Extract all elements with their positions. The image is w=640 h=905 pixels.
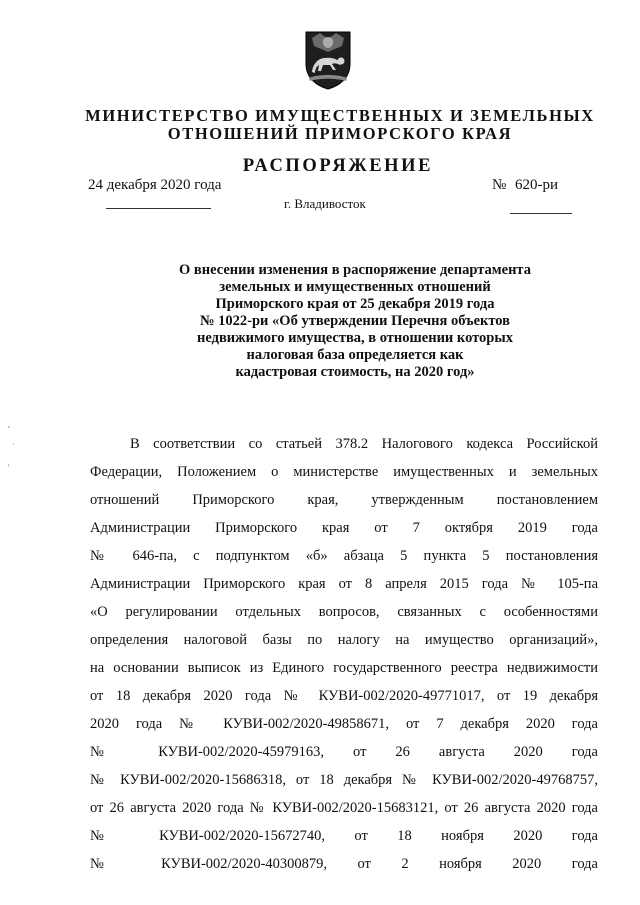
ministry-name-line1: МИНИСТЕРСТВО ИМУЩЕСТВЕННЫХ И ЗЕМЕЛЬНЫХ [85,106,595,125]
title-line: О внесении изменения в распоряжение департамента [179,262,531,278]
body-line: «О регулировании отдельных вопросов, связанных с особенностями [90,604,598,620]
margin-mark: ' [8,463,10,472]
number-underline [510,213,572,214]
title-line: Приморского края от 25 декабря 2019 года [215,296,495,312]
margin-mark: , [8,420,10,429]
document-type: РАСПОРЯЖЕНИЕ [242,156,434,176]
document-date: 24 декабря 2020 года [88,177,222,193]
body-line: отношений Приморского края, утвержденным постановлением [90,492,598,508]
body-line: № КУВИ-002/2020-15672740, от 18 ноября 2020 года [90,828,598,844]
body-line: № КУВИ-002/2020-40300879, от 2 ноября 2020 года [90,856,598,872]
date-underline [106,208,211,209]
body-line: Администрации Приморского края от 7 октября 2019 года [90,520,598,536]
city-name: г. Владивосток [284,196,366,211]
body-line: на основании выписок из Единого государственного реестра недвижимости [90,660,598,676]
body-line: 2020 года № КУВИ-002/2020-49858671, от 7 декабря 2020 года [90,716,598,732]
title-line: кадастровая стоимость, на 2020 год» [235,364,475,380]
body-line: № КУВИ-002/2020-15686318, от 18 декабря № КУВИ-002/2020-49768757, [90,772,598,788]
body-line: № 646-па, с подпунктом «б» абзаца 5 пункта 5 постановления [90,548,598,564]
title-line: земельных и имущественных отношений [219,279,491,295]
title-line: налоговая база определяется как [246,347,464,363]
body-line: определения налоговой базы по налогу на имущество организаций», [90,632,598,648]
body-line: В соответствии со статьей 378.2 Налогового кодекса Российской [130,436,598,452]
body-line: Администрации Приморского края от 8 апреля 2015 года № 105-па [90,576,598,592]
document-number: № 620-ри [492,177,559,193]
ministry-name-line2: ОТНОШЕНИЙ ПРИМОРСКОГО КРАЯ [167,124,513,143]
coat-of-arms-icon [303,30,353,90]
body-line: Федерации, Положением о министерстве имущественных и земельных [90,464,598,480]
margin-mark: · [12,440,15,449]
title-line: недвижимого имущества, в отношении которых [197,330,513,346]
body-line: от 26 августа 2020 года № КУВИ-002/2020-15683121, от 26 августа 2020 года [90,800,598,816]
title-line: № 1022-ри «Об утверждении Перечня объектов [199,313,511,329]
document-title [160,262,550,381]
body-line: № КУВИ-002/2020-45979163, от 26 августа 2020 года [90,744,598,760]
body-line: от 18 декабря 2020 года № КУВИ-002/2020-49771017, от 19 декабря [90,688,598,704]
